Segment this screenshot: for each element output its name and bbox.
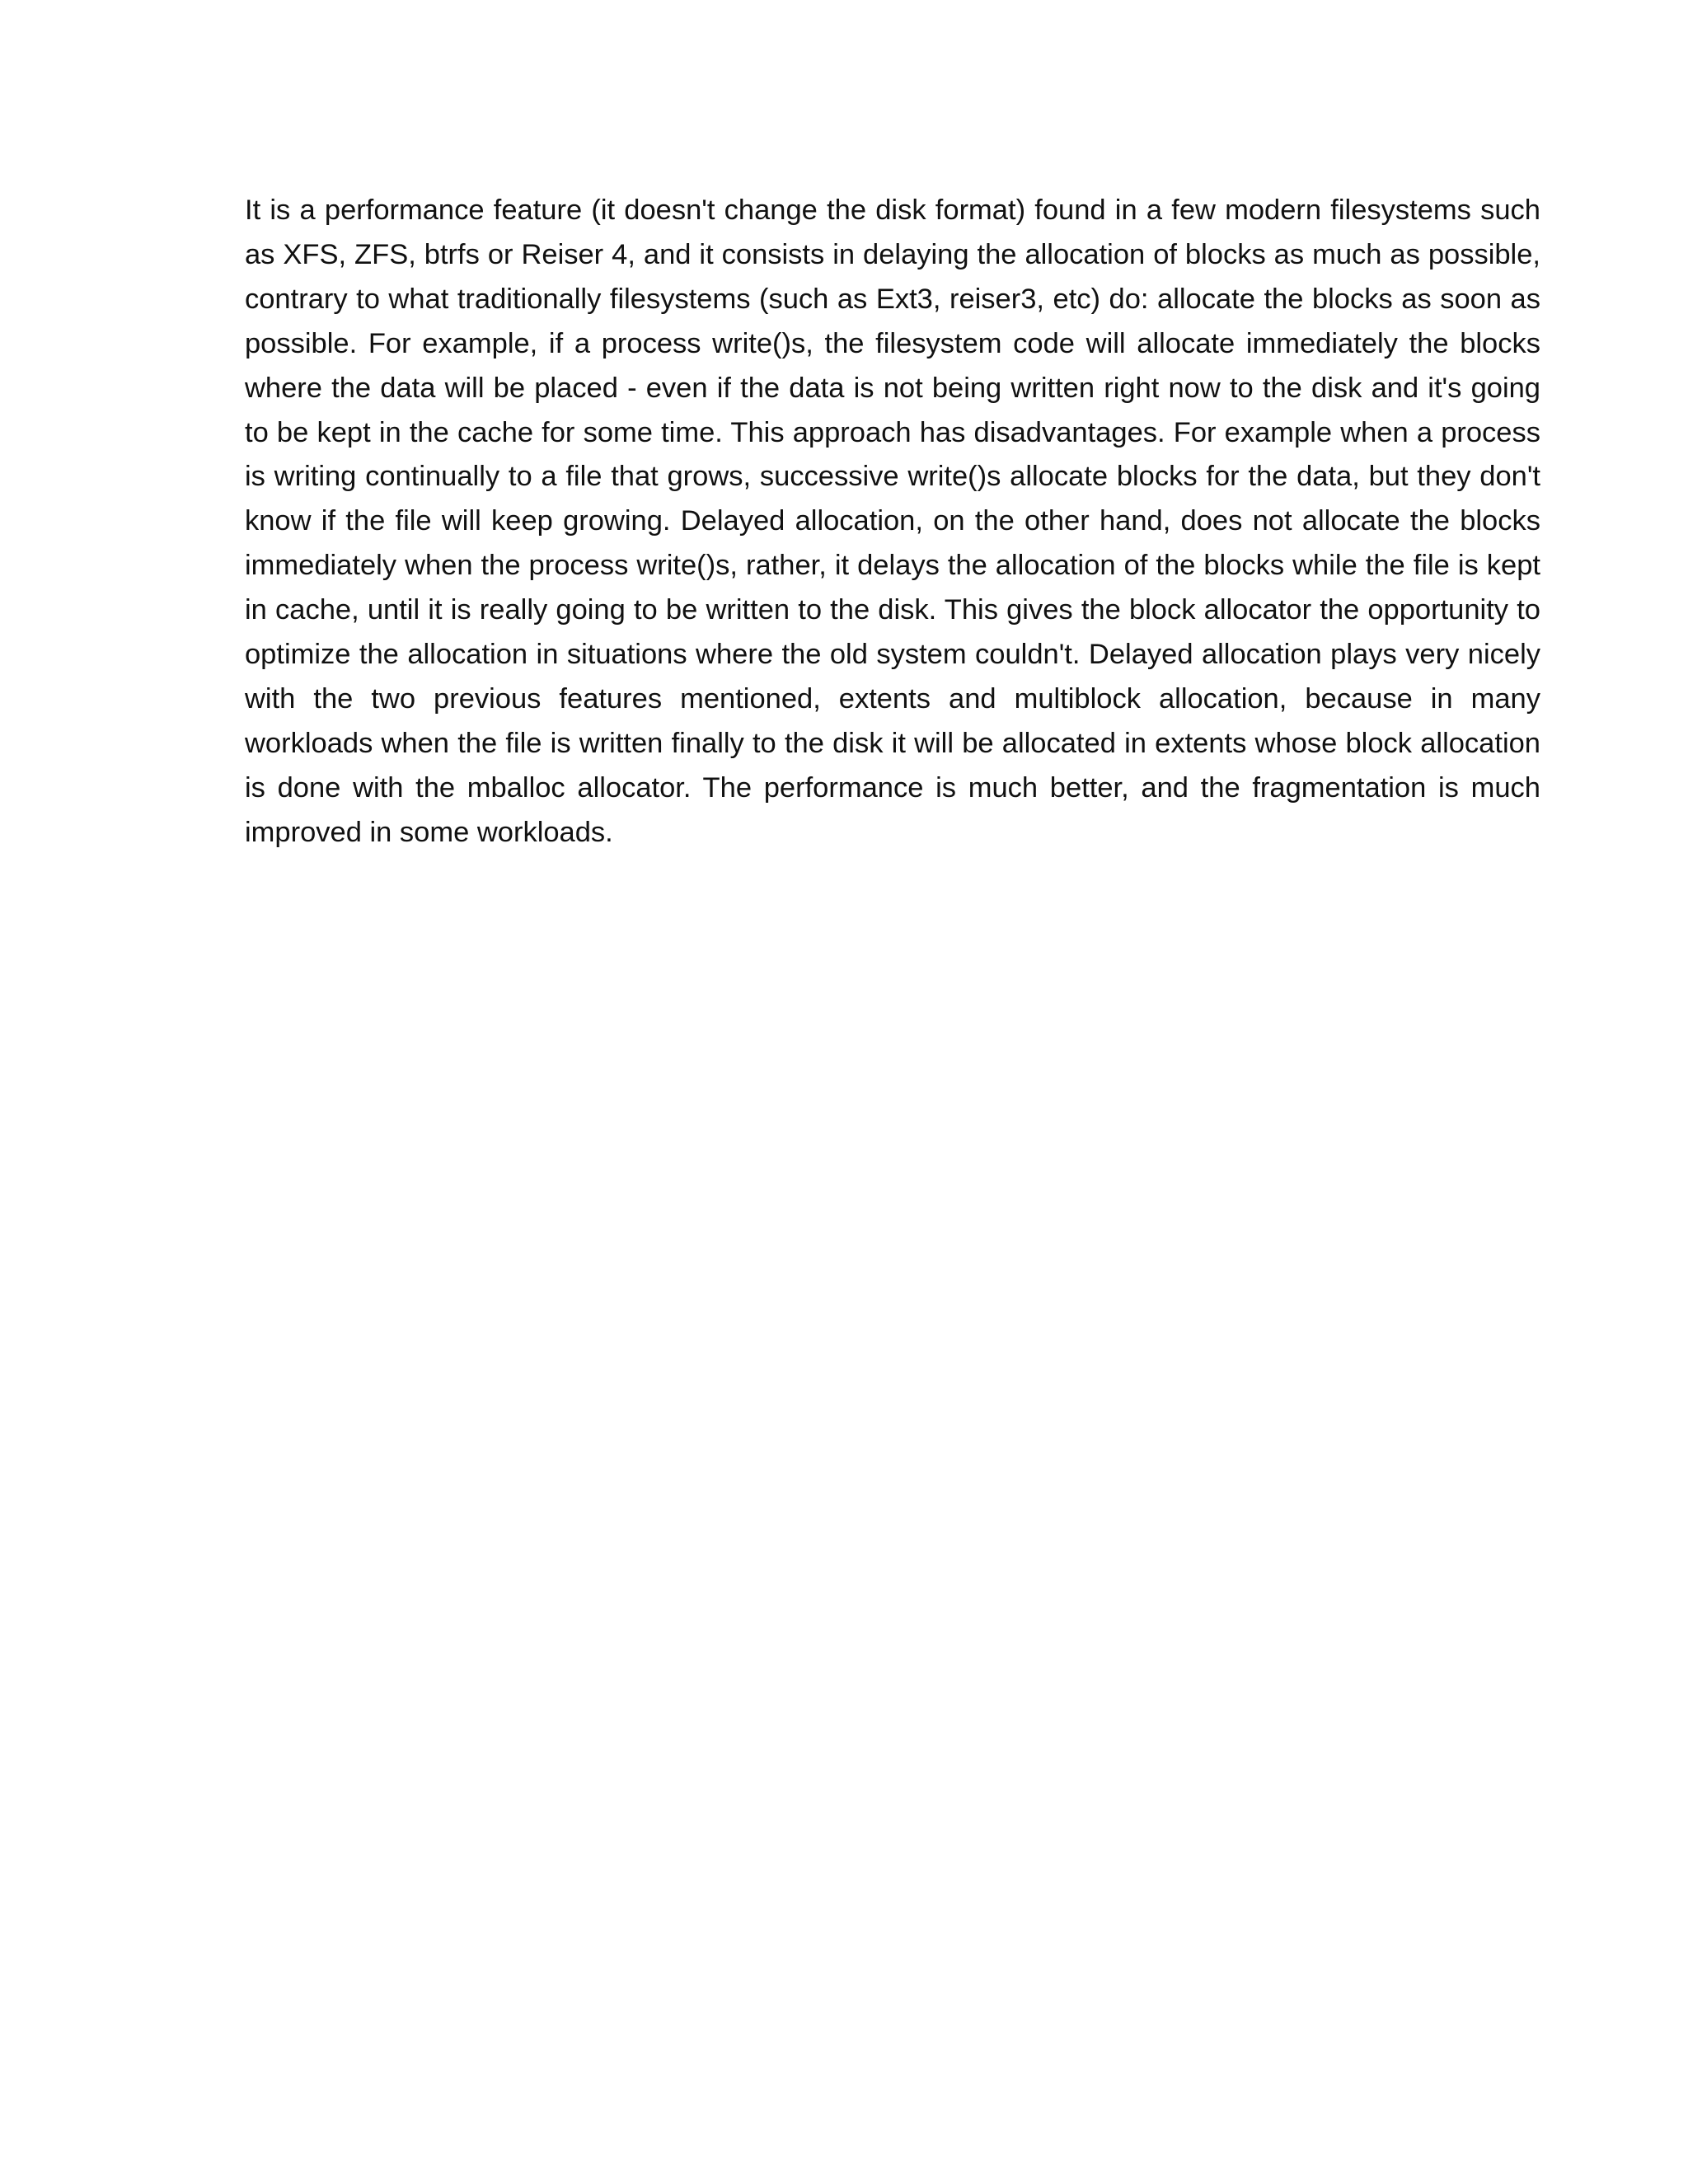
body-paragraph: It is a performance feature (it doesn't change the disk format) found in a few modern filesystems such as XFS, ZFS, btrfs or Reiser 4, and it consists in delaying the allocation of blocks as much as possible, contrary to what traditionally filesystems (such as Ext3, reiser3, etc) do: allocate the blocks as soon as possible. For example, if a process write()s, the filesystem code will allocate immediately the blocks where the data will be placed - even if the data is not being written right now to the disk and it's going to be kept in the cache for some time. This approach has disadvantages. For example when a process is writing continually to a file that grows, successive write()s allocate blocks for the data, but they don't know if the file will keep growing. Delayed allocation, on the other hand, does not allocate the blocks immediately when the process write()s, rather, it delays the allocation of the blocks while the file is kept in cache, until it is really going to be written to the disk. This gives the block allocator the opportunity to optimize the allocation in situations where the old system couldn't. Delayed allocation plays very nicely with the two previous features mentioned, extents and multiblock allocation, because in many workloads when the file is written finally to the disk it will be allocated in extents whose block allocation is done with the mballoc allocator. The performance is much better, and the fragmentation is much improved in some workloads.: [245, 194, 1540, 848]
